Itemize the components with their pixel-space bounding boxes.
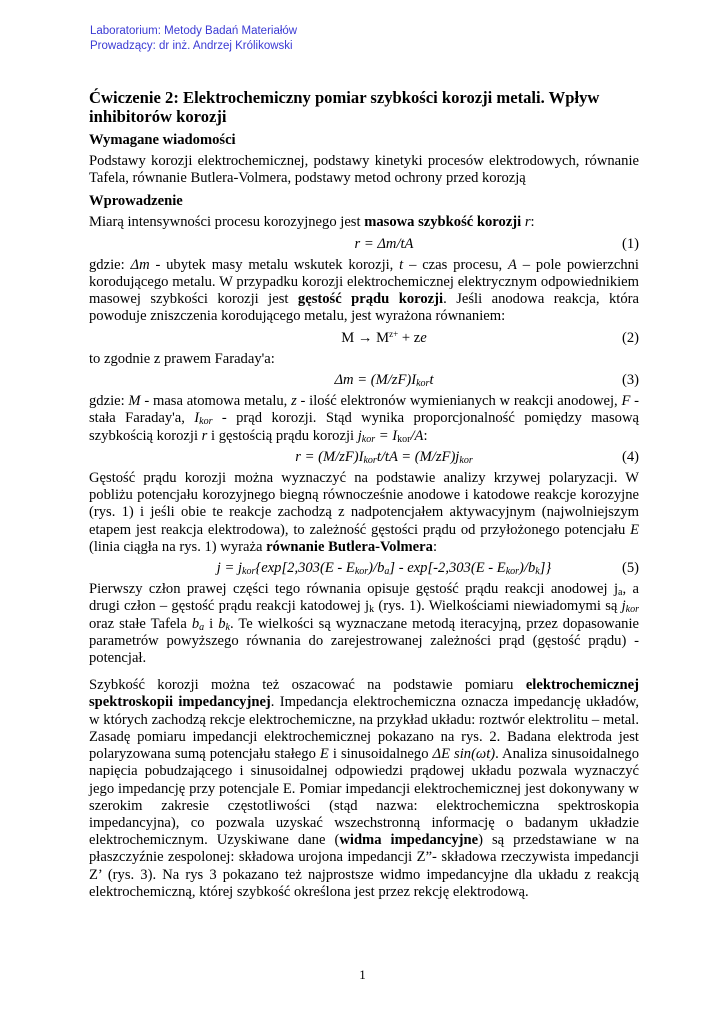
page-number: 1 <box>359 967 366 982</box>
document-title: Ćwiczenie 2: Elektrochemiczny pomiar szybkości korozji metali. Wpływ inhibitorów korozji <box>89 88 600 126</box>
section-heading-requirements: Wymagane wiadomości <box>89 132 236 148</box>
equation-1: r = Δm/tA (1) <box>354 235 639 252</box>
document-body <box>89 88 639 905</box>
header-instructor: Prowadzący: dr inż. Andrzej Królikowski <box>90 40 293 52</box>
paragraph-definitions-2: gdzie: M - masa atomowa metalu, z - ilość elektronów wymienianych w reakcji anodowej, F - stała Faraday'a, $I_{kor}$ - prąd korozji. Stąd wynika proporcjonalność pomiędzy masową szybkością korozji r i gęstością prądu korozji $j_{kor} = I_{kor}/A$: <box>89 393 639 445</box>
paragraph-polarization: Gęstość prądu korozji można wyznaczyć na podstawie analizy krzywej polaryzacji. W pobliżu potencjału korozyjnego biegną równocześnie anodowe i katodowe reakcje korozyjne (rys. 1) i jeśli obie te reakcje zachodzą z nadpotencjałem aktywacyjnym (najwolniejszym etapem jest reakcja elektrodowa), to zależność gęstości prądu od przyłożonego potencjału E (linia ciągła na rys. 1) wyraża równanie Butlera-Volmera: <box>89 470 639 555</box>
equation-2: $M \to M^{z+}$ + ze (2) <box>341 328 639 346</box>
page-header <box>90 24 297 54</box>
equation-4-number: (4) <box>621 448 639 465</box>
paragraph-definitions-1: gdzie: Δm - ubytek masy metalu wskutek korozji, t – czas procesu, A – pole powierzchni korodującego metalu. W przypadku korozji elektrochemicznej elektrycznym odpowiednikiem masowej szybkości korozji jest gęstość prądu korozji. Jeśli anodowa reakcja, która powoduje zniszczenia korodującego metalu, jest wyrażona równaniem: <box>89 256 639 325</box>
paragraph-mass-rate: Miarą intensywności procesu korozyjnego jest masowa szybkość korozji r: <box>89 214 535 231</box>
requirements-text: Podstawy korozji elektrochemicznej, podstawy kinetyki procesów elektrodowych, równanie Tafela, równanie Butlera-Volmera, podstawy metod ochrony przed korozją <box>89 153 639 187</box>
equation-5: $j = j_{kor}\{\exp[2,303(E - E_{kor})/b_a] - \exp[-2,303(E - E_{kor})/b_k]\}$ (5) <box>216 560 639 578</box>
equation-5-number: (5) <box>621 560 639 577</box>
equation-3-number: (3) <box>621 372 639 389</box>
equation-2-number: (2) <box>621 329 639 346</box>
equation-1-number: (1) <box>621 235 639 252</box>
paragraph-tafel: Pierwszy człon prawej części tego równania opisuje gęstość prądu reakcji anodowej $j_a$, a drugi człon – gęstość prądu reakcji katodowej $j_k$ (rys. 1). Wielkościami niewiadomymi są $j_{kor}$ oraz stałe Tafela $b_a$ i $b_k$. Te wielkości są wyznaczane metodą iteracyjną, przez dopasowanie parametrów powyższego równania do zarejestrowanej zależności prąd (gęstość prądu) - potencjał. <box>89 581 639 667</box>
header-lab-name: Laboratorium: Metody Badań Materiałów <box>90 25 298 37</box>
equation-4: $r = (M/zF)I_{kor}t/tA = (M/zF)j_{kor}$ (4) <box>295 448 639 466</box>
paragraph-faraday: to zgodnie z prawem Faraday'a: <box>89 350 275 367</box>
equation-3: $\Delta m = (M/zF)I_{kor}t$ (3) <box>334 372 639 390</box>
paragraph-impedance: Szybkość korozji można też oszacować na podstawie pomiaru elektrochemicznej spektroskopii impedancyjnej. Impedancja elektrochemiczna oznacza impedancję układów, w których zachodzą rekcje elektrochemiczne, na przykład układu: roztwór elektrolitu – metal. Zasadę pomiaru impedancji elektrochemicznej pokazano na rys. 2. Badana elektroda jest polaryzowana sumą potencjału stałego E i sinusoidalnego ΔE sin(ωt). Analiza sinusoidalnego napięcia pobudzającego i sinusoidalnej odpowiedzi prądowej układu pozwala wyznaczyć jego impedancję przy potencjale E. Pomiar impedancji elektrochemicznej jest dokonywany w szerokim zakresie częstotliwości (stąd nazwa: elektrochemiczna spektroskopia impedancyjna), co pozwala uzyskać wszechstronną informację o badanym układzie elektrochemicznym. Uzyskiwane dane (widma impedancyjne) są przedstawiane w na płaszczyźnie zespolonej: składowa urojona impedancji Z”- składowa rzeczywista impedancji Z’ (rys. 3). Na rys 3 pokazano też najprostsze widmo impedancyjne dla układu z reakcją elektrochemiczną, której szybkość określona jest przez rekcję elektrodową. <box>89 677 640 900</box>
section-heading-introduction: Wprowadzenie <box>89 193 183 210</box>
